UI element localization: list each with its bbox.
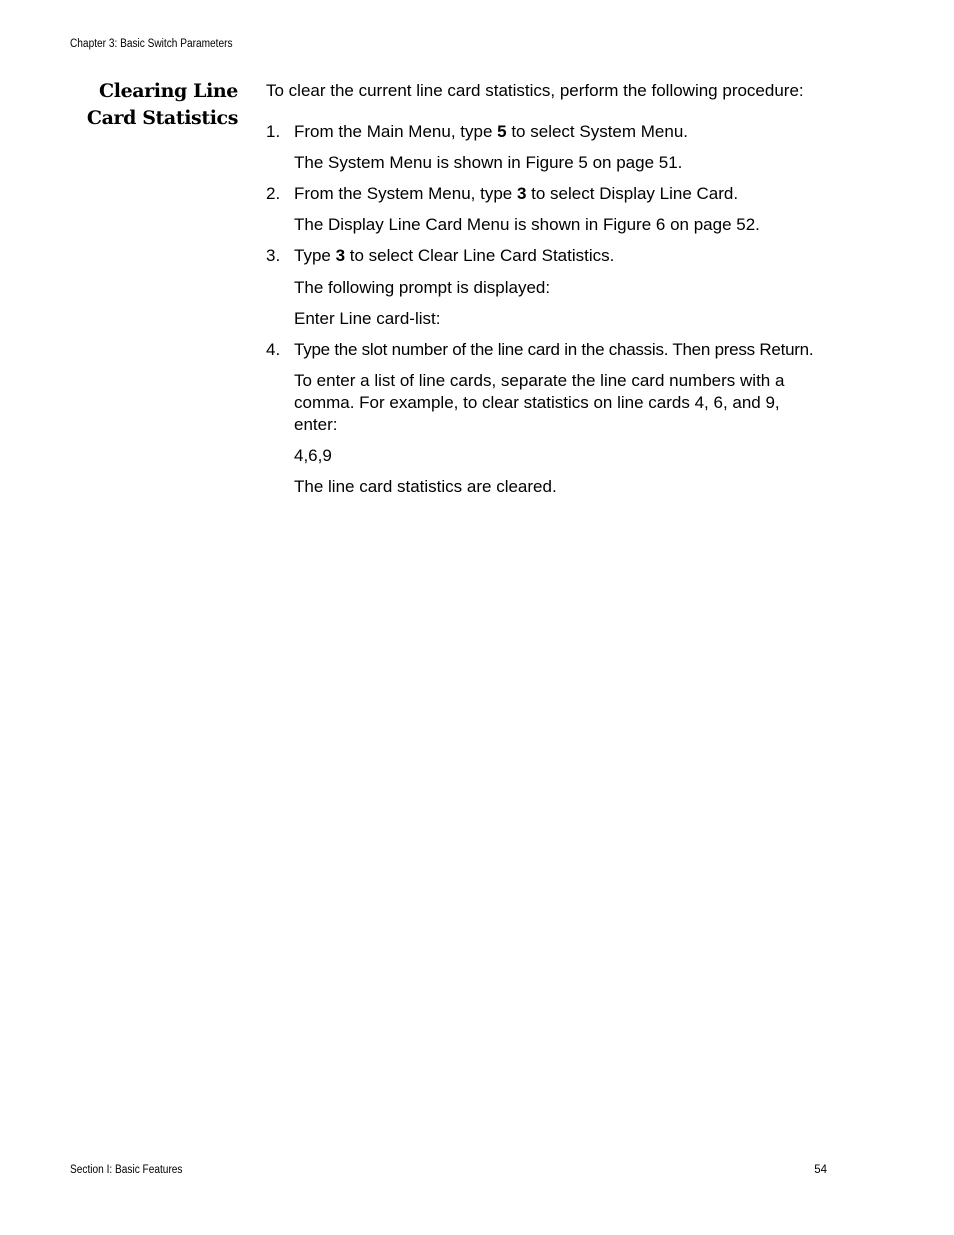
- step-4-note-list: To enter a list of line cards, separate the line card numbers with a comma. For example, to clear statistics on line cards 4, 6, and 9, enter:: [294, 371, 785, 434]
- step-1-key: 5: [497, 122, 507, 141]
- step-4-text: Type the slot number of the line card in the chassis. Then press Return.: [294, 340, 814, 359]
- step-4-note-result: The line card statistics are cleared.: [294, 477, 557, 496]
- step-2-text-before: From the System Menu, type: [294, 184, 517, 203]
- step-2-text: [294, 183, 738, 205]
- step-2-text-after: to select Display Line Card.: [526, 184, 739, 203]
- step-3-text-after: to select Clear Line Card Statistics.: [345, 246, 615, 265]
- step-2-number: 2.: [266, 184, 281, 203]
- step-2-note: The Display Line Card Menu is shown in Figure 6 on page 52.: [294, 215, 760, 234]
- step-3-note-prompt: The following prompt is displayed:: [294, 278, 551, 297]
- section-heading-line-2: Card Statistics: [86, 107, 238, 129]
- step-1-text-before: From the Main Menu, type: [294, 122, 498, 141]
- running-footer: Section I: Basic Features: [70, 1164, 183, 1176]
- step-1-number: 1.: [266, 122, 281, 141]
- intro-paragraph: To clear the current line card statistics, perform the following procedure:: [266, 81, 804, 100]
- section-heading: [70, 78, 238, 132]
- step-4-note-example: 4,6,9: [294, 446, 332, 465]
- page-number: 54: [814, 1164, 827, 1176]
- step-3-number: 3.: [266, 246, 281, 265]
- step-1-text-after: to select System Menu.: [506, 122, 689, 141]
- section-heading-line-1: Clearing Line: [99, 80, 238, 102]
- step-1-note: The System Menu is shown in Figure 5 on page 51.: [294, 153, 683, 172]
- running-header: Chapter 3: Basic Switch Parameters: [70, 38, 233, 50]
- step-3-note-prompt-text: Enter Line card-list:: [294, 309, 441, 328]
- step-2-key: 3: [516, 184, 527, 203]
- step-3-text: [294, 245, 614, 267]
- step-3-text-before: Type: [294, 246, 336, 265]
- step-4-number: 4.: [266, 340, 281, 359]
- step-3-key: 3: [335, 246, 346, 265]
- step-1-text: [294, 121, 688, 143]
